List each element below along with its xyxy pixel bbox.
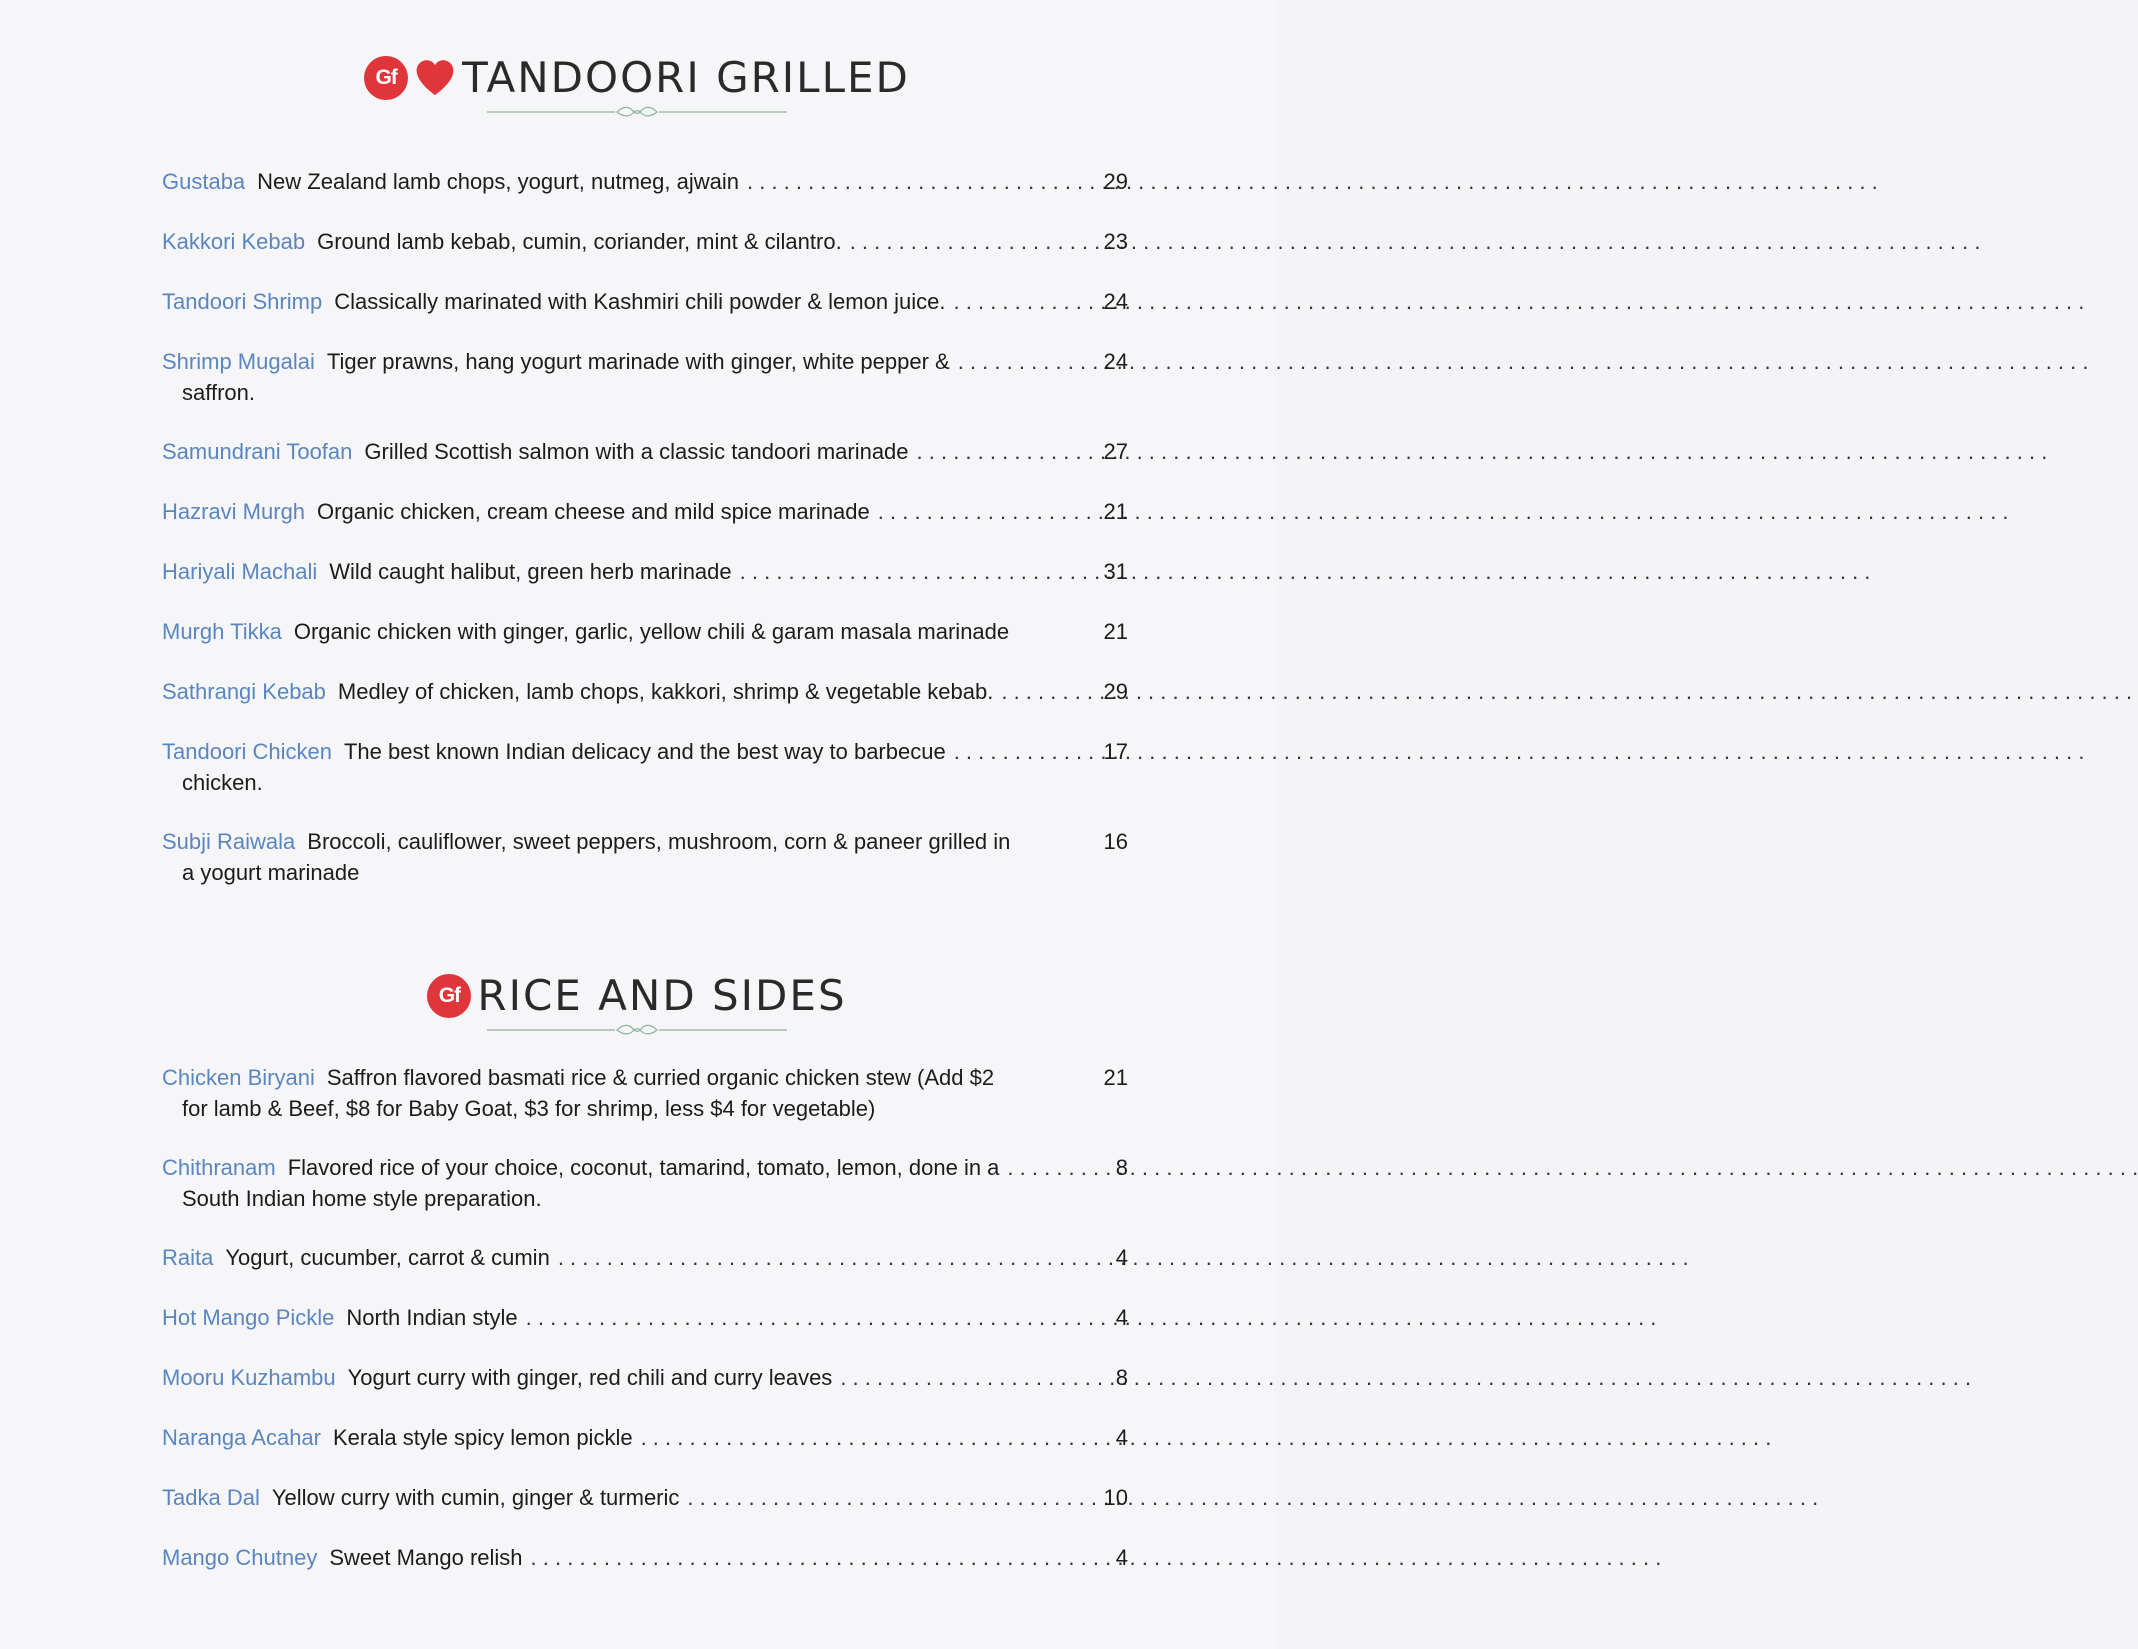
menu-item-line	[162, 1482, 1092, 1513]
dot-leader	[840, 1362, 1092, 1393]
ornament-divider-icon	[487, 106, 787, 118]
menu-item	[162, 1362, 1128, 1393]
menu-item-body	[162, 736, 1092, 798]
menu-item-line	[162, 616, 1070, 647]
section-title: RICE AND SIDES	[477, 971, 847, 1020]
menu-item-price: 31	[1103, 559, 1128, 584]
menu-item-body	[162, 286, 1092, 317]
heart-icon	[414, 57, 456, 99]
menu-item-line	[162, 346, 1092, 377]
menu-item-price: 24	[1103, 289, 1128, 314]
menu-item-price: 24	[1103, 349, 1128, 374]
menu-item-price: 10	[1103, 1485, 1128, 1510]
gluten-free-badge-icon: Gf	[364, 56, 408, 100]
dot-leader	[687, 1482, 1092, 1513]
menu-item	[162, 286, 1128, 317]
menu-item-body	[162, 166, 1092, 197]
menu-item-name: Naranga Acahar	[162, 1425, 321, 1450]
menu-item-name: Tadka Dal	[162, 1485, 260, 1510]
menu-item-name: Subji Raiwala	[162, 829, 296, 854]
menu-item-body	[162, 1242, 1092, 1273]
menu-item-price: 17	[1103, 739, 1128, 764]
menu-item-name: Shrimp Mugalai	[162, 349, 315, 374]
menu-item-price: 4	[1115, 1545, 1128, 1570]
menu-item-price: 16	[1103, 829, 1128, 854]
menu-item-description: Tiger prawns, hang yogurt marinade with ginger, white pepper &	[326, 349, 950, 374]
menu-item-line	[162, 166, 1092, 197]
dot-leader	[531, 1542, 1092, 1573]
menu-item-description: Yogurt curry with ginger, red chili and curry leaves	[347, 1365, 833, 1390]
menu-item-line	[162, 826, 1070, 857]
menu-item-line	[162, 736, 1092, 767]
menu-item-line	[162, 436, 1092, 467]
dot-leader	[878, 496, 1092, 527]
menu-item-price: 21	[1103, 1065, 1128, 1090]
menu-item-description: Yogurt, cucumber, carrot & cumin	[225, 1245, 550, 1270]
menu-item-description: The best known Indian delicacy and the best way to barbecue	[343, 739, 946, 764]
menu-item-price: 4	[1115, 1305, 1128, 1330]
menu-item	[162, 436, 1128, 467]
menu-item-description: North Indian style	[346, 1305, 518, 1330]
dot-leader	[740, 556, 1092, 587]
dot-leader	[954, 286, 1092, 317]
menu-item	[162, 166, 1128, 197]
menu-item-description: Medley of chicken, lamb chops, kakkori, shrimp & vegetable kebab.	[337, 679, 994, 704]
dot-leader	[917, 436, 1092, 467]
menu-item-description: Classically marinated with Kashmiri chili powder & lemon juice.	[334, 289, 946, 314]
menu-list-rice-sides	[162, 1062, 1128, 1602]
menu-item	[162, 1422, 1128, 1453]
dot-leader	[954, 736, 1092, 767]
section-title-row	[364, 53, 910, 102]
menu-item-name: Chicken Biryani	[162, 1065, 315, 1090]
menu-item-description: Flavored rice of your choice, coconut, tamarind, tomato, lemon, done in a	[287, 1155, 1000, 1180]
menu-item-description: Ground lamb kebab, cumin, coriander, mint & cilantro.	[317, 229, 842, 254]
menu-item-name: Mooru Kuzhambu	[162, 1365, 336, 1390]
menu-item-body	[162, 556, 1092, 587]
menu-item	[162, 1542, 1128, 1573]
menu-item	[162, 556, 1128, 587]
menu-list-tandoori	[162, 166, 1128, 916]
menu-item-line	[162, 676, 1092, 707]
menu-item-description-continued: for lamb & Beef, $8 for Baby Goat, $3 for shrimp, less $4 for vegetable)	[182, 1096, 876, 1121]
menu-item-name: Murgh Tikka	[162, 619, 282, 644]
menu-item-description: Broccoli, cauliflower, sweet peppers, mushroom, corn & paneer grilled in	[307, 829, 1011, 854]
section-title: TANDOORI GRILLED	[462, 53, 910, 102]
menu-item-description: Organic chicken with ginger, garlic, yellow chili & garam masala marinade	[293, 619, 1010, 644]
menu-item-name: Tandoori Shrimp	[162, 289, 323, 314]
menu-item-body	[162, 1542, 1092, 1573]
menu-item-body	[162, 1482, 1092, 1513]
menu-item	[162, 736, 1128, 798]
menu-item-body	[162, 496, 1092, 527]
menu-item-name: Sathrangi Kebab	[162, 679, 326, 704]
menu-item-description: Saffron flavored basmati rice & curried organic chicken stew (Add $2	[326, 1065, 995, 1090]
menu-item-name: Hazravi Murgh	[162, 499, 306, 524]
menu-item-price: 21	[1103, 499, 1128, 524]
menu-item-line	[162, 496, 1092, 527]
dot-leader	[850, 226, 1092, 257]
menu-item-description: Grilled Scottish salmon with a classic tandoori marinade	[364, 439, 909, 464]
menu-item-price: 23	[1103, 229, 1128, 254]
menu-item-body	[162, 436, 1092, 467]
menu-item-line	[162, 556, 1092, 587]
menu-item-price: 8	[1115, 1155, 1128, 1180]
dot-leader	[1007, 1152, 1092, 1183]
menu-item-body	[162, 676, 1092, 707]
menu-item-body	[162, 1152, 1092, 1214]
menu-item-name: Tandoori Chicken	[162, 739, 332, 764]
menu-item-line	[162, 1422, 1092, 1453]
dot-leader	[1001, 676, 1092, 707]
menu-item	[162, 826, 1128, 888]
ornament-divider-icon	[487, 1024, 787, 1036]
menu-item-name: Gustaba	[162, 169, 246, 194]
menu-item-price: 4	[1115, 1425, 1128, 1450]
menu-item-line	[162, 226, 1092, 257]
menu-item	[162, 496, 1128, 527]
menu-item-body	[162, 1362, 1092, 1393]
menu-item-name: Hot Mango Pickle	[162, 1305, 335, 1330]
menu-item-line	[162, 1302, 1092, 1333]
menu-item-line	[162, 1362, 1092, 1393]
menu-item-name: Chithranam	[162, 1155, 276, 1180]
menu-item-description-continued: a yogurt marinade	[182, 860, 360, 885]
menu-item-line	[162, 1242, 1092, 1273]
menu-item	[162, 1152, 1128, 1214]
menu-item-line	[162, 1152, 1092, 1183]
dot-leader	[747, 166, 1092, 197]
menu-item-price: 21	[1103, 619, 1128, 644]
menu-item	[162, 1302, 1128, 1333]
menu-item-body	[162, 226, 1092, 257]
menu-item-price: 27	[1103, 439, 1128, 464]
menu-item	[162, 346, 1128, 408]
menu-item-name: Hariyali Machali	[162, 559, 318, 584]
menu-item-body	[162, 616, 1070, 647]
menu-item-price: 29	[1103, 169, 1128, 194]
menu-item-description: Wild caught halibut, green herb marinade	[329, 559, 732, 584]
menu-item-description: Yellow curry with cumin, ginger & turmeric	[271, 1485, 680, 1510]
menu-item-price: 8	[1115, 1365, 1128, 1390]
menu-item-description: Sweet Mango relish	[329, 1545, 523, 1570]
menu-item-body	[162, 1302, 1092, 1333]
menu-item-price: 4	[1115, 1245, 1128, 1270]
dot-leader	[558, 1242, 1092, 1273]
menu-item	[162, 676, 1128, 707]
menu-item	[162, 616, 1128, 647]
dot-leader	[526, 1302, 1092, 1333]
menu-item-line	[162, 1542, 1092, 1573]
menu-item	[162, 1242, 1128, 1273]
menu-item-line	[162, 286, 1092, 317]
menu-item	[162, 1482, 1128, 1513]
menu-item-body	[162, 1062, 1070, 1124]
menu-item-description-continued: South Indian home style preparation.	[182, 1186, 542, 1211]
menu-item-name: Raita	[162, 1245, 214, 1270]
menu-item	[162, 1062, 1128, 1124]
menu-item-name: Kakkori Kebab	[162, 229, 306, 254]
menu-item-description: New Zealand lamb chops, yogurt, nutmeg, ajwain	[257, 169, 739, 194]
section-header-tandoori	[0, 53, 1274, 118]
dot-leader	[958, 346, 1092, 377]
menu-item-price: 29	[1103, 679, 1128, 704]
dot-leader	[641, 1422, 1092, 1453]
menu-item	[162, 226, 1128, 257]
menu-item-name: Mango Chutney	[162, 1545, 318, 1570]
menu-item-name: Samundrani Toofan	[162, 439, 353, 464]
menu-item-description-continued: saffron.	[182, 380, 255, 405]
menu-item-body	[162, 346, 1092, 408]
section-title-row	[427, 971, 847, 1020]
menu-item-line	[162, 1062, 1070, 1093]
menu-item-body	[162, 826, 1070, 888]
gluten-free-badge-icon: Gf	[427, 974, 471, 1018]
menu-item-body	[162, 1422, 1092, 1453]
menu-item-description: Organic chicken, cream cheese and mild spice marinade	[317, 499, 870, 524]
menu-item-description-continued: chicken.	[182, 770, 263, 795]
section-header-rice-sides	[0, 971, 1274, 1036]
menu-item-description: Kerala style spicy lemon pickle	[333, 1425, 633, 1450]
